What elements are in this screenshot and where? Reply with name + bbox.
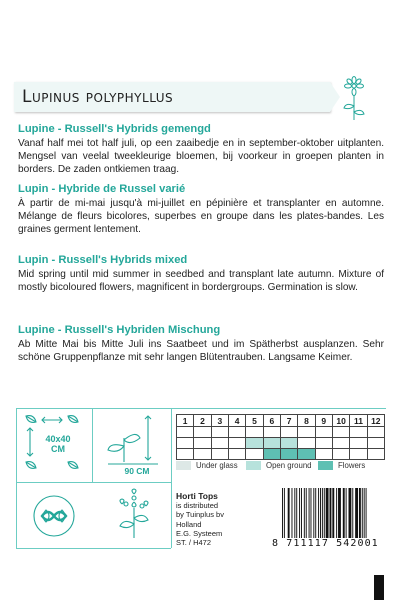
calendar-cell	[263, 449, 280, 460]
barcode-bar	[359, 488, 361, 538]
company-name: Horti Tops	[176, 491, 218, 501]
barcode-bar	[299, 488, 300, 538]
barcode-bar	[330, 488, 332, 538]
calendar-cell	[194, 449, 211, 460]
month-header: 7	[280, 415, 297, 427]
barcode-bar	[352, 488, 353, 538]
barcode-bar	[313, 488, 314, 538]
calendar-cell	[332, 438, 349, 449]
calendar-row	[177, 427, 385, 438]
calendar-cell	[280, 427, 297, 438]
barcode-bar	[282, 488, 283, 538]
calendar-cell	[367, 427, 384, 438]
calendar-cell	[177, 427, 194, 438]
section-body: Mid spring until mid summer in seedbed and transplant late autumn. Mixture of mostly bicoloured flowers, magnificent in bordergroups. Germination is slow.	[18, 269, 384, 294]
calendar-cell	[367, 438, 384, 449]
barcode-bar	[320, 488, 321, 538]
barcode-bar	[332, 488, 334, 538]
barcode-bar	[349, 488, 352, 538]
height-label: 90 CM	[124, 466, 150, 476]
calendar-cell	[332, 427, 349, 438]
company-info	[176, 492, 276, 547]
calendar-cell	[350, 449, 367, 460]
section-french	[18, 183, 384, 236]
barcode-bar	[304, 488, 305, 538]
calendar-header-row	[177, 415, 385, 427]
calendar-cell	[350, 438, 367, 449]
barcode-bar	[292, 488, 293, 538]
company-line: Holland	[176, 519, 202, 529]
calendar-cell	[246, 438, 263, 449]
barcode-bar	[336, 488, 337, 538]
calendar-cell	[350, 427, 367, 438]
black-bar	[374, 575, 384, 600]
month-header: 10	[332, 415, 349, 427]
calendar-cell	[298, 449, 315, 460]
calendar-cell	[177, 449, 194, 460]
calendar-cell	[315, 449, 332, 460]
spacing-label	[38, 434, 78, 454]
divider-line	[16, 548, 171, 549]
barcode-bar	[366, 488, 367, 538]
divider-line	[92, 408, 93, 482]
flowers-label: Flowers	[338, 461, 366, 470]
plant-height-icon	[100, 412, 166, 468]
section-body: À partir de mi-mai jusqu'à mi-juillet en pépinière et transplanter en automne. Mélange de fleurs bicolores, superbes en groupe dans les plates-bandes. Les graines germent lentement.	[18, 198, 384, 236]
sun-icon	[26, 488, 82, 544]
flowers-swatch	[318, 461, 333, 470]
calendar-cell	[298, 427, 315, 438]
calendar-cell	[280, 438, 297, 449]
barcode	[280, 488, 388, 540]
divider-line	[171, 408, 172, 548]
barcode-bar	[318, 488, 319, 538]
barcode-digits: 8 711117 542001	[272, 538, 379, 549]
barcode-bar	[301, 488, 302, 538]
barcode-bar	[311, 488, 312, 538]
month-header: 6	[263, 415, 280, 427]
barcode-bar	[284, 488, 285, 538]
calendar-cell	[367, 449, 384, 460]
barcode-bar	[288, 488, 290, 538]
title-banner	[14, 82, 330, 112]
month-header: 1	[177, 415, 194, 427]
calendar-cell	[315, 438, 332, 449]
calendar-cell	[211, 438, 228, 449]
company-line: E.G. Systeem	[176, 528, 223, 538]
section-title: Lupin - Russell's Hybrids mixed	[18, 254, 188, 266]
calendar-cell	[211, 427, 228, 438]
barcode-bar	[343, 488, 345, 538]
section-title: Lupine - Russell's Hybrids gemengd	[18, 123, 211, 135]
flowering-plant-icon	[104, 488, 162, 544]
section-german	[18, 324, 384, 364]
calendar-cell	[332, 449, 349, 460]
calendar-cell	[263, 438, 280, 449]
open-ground-label: Open ground	[266, 461, 312, 470]
section-title: Lupin - Hybride de Russel varié	[18, 183, 186, 195]
barcode-bar	[355, 488, 358, 538]
barcode-bar	[338, 488, 341, 538]
divider-line	[16, 408, 386, 409]
divider-line	[16, 408, 17, 548]
calendar-cell	[246, 449, 263, 460]
barcode-bar	[362, 488, 363, 538]
calendar-table	[176, 414, 385, 460]
divider-line	[16, 482, 171, 483]
under-glass-swatch	[176, 461, 191, 470]
calendar-cell	[228, 427, 245, 438]
month-header: 4	[228, 415, 245, 427]
month-header: 5	[246, 415, 263, 427]
section-body: Vanaf half mei tot half juli, op een zaaibedje en in september-oktober uitplanten. Mengsel van veelal tweekleurige bloemen, bij voorkeur in groepen planten in borders. De zaden ontkiemen traag.	[18, 138, 384, 176]
section-dutch	[18, 123, 384, 176]
barcode-bar	[346, 488, 347, 538]
calendar-cell	[177, 438, 194, 449]
month-header: 2	[194, 415, 211, 427]
open-ground-swatch	[246, 461, 261, 470]
barcode-bar	[309, 488, 310, 538]
barcode-bar	[296, 488, 297, 538]
company-line: by Tuinplus bv	[176, 510, 224, 520]
calendar-cell	[228, 438, 245, 449]
calendar-cell	[246, 427, 263, 438]
barcode-bar	[294, 488, 295, 538]
barcode-bar	[306, 488, 307, 538]
calendar-cell	[194, 438, 211, 449]
calendar-legend	[176, 460, 388, 472]
calendar-cell	[211, 449, 228, 460]
calendar-cell	[194, 427, 211, 438]
sowing-calendar	[176, 414, 385, 460]
calendar-cell	[315, 427, 332, 438]
month-header: 3	[211, 415, 228, 427]
barcode-bar	[315, 488, 316, 538]
latin-name: Lupinus polyphyllus	[22, 87, 174, 107]
company-line: is distributed	[176, 501, 219, 511]
section-title: Lupine - Russell's Hybriden Mischung	[18, 324, 221, 336]
calendar-row	[177, 449, 385, 460]
calendar-cell	[263, 427, 280, 438]
month-header: 12	[367, 415, 384, 427]
barcode-bar	[326, 488, 329, 538]
spacing-value: 40x40	[45, 434, 71, 444]
barcode-bar	[364, 488, 365, 538]
company-line: ST. / H472	[176, 538, 212, 548]
section-body: Ab Mitte Mai bis Mitte Juli ins Saatbeet und im Spätherbst ausplanzen. Sehr schöne Gruppenpflanze mit sehr langen Blütentrauben. Langsame Keimer.	[18, 339, 384, 364]
flower-outline-icon	[336, 76, 372, 124]
month-header: 9	[315, 415, 332, 427]
under-glass-label: Under glass	[196, 461, 238, 470]
month-header: 11	[350, 415, 367, 427]
spacing-unit: CM	[51, 444, 65, 454]
calendar-cell	[280, 449, 297, 460]
section-english	[18, 254, 384, 294]
calendar-cell	[228, 449, 245, 460]
calendar-cell	[298, 438, 315, 449]
calendar-row	[177, 438, 385, 449]
barcode-bar	[322, 488, 323, 538]
month-header: 8	[298, 415, 315, 427]
barcode-bar	[324, 488, 325, 538]
